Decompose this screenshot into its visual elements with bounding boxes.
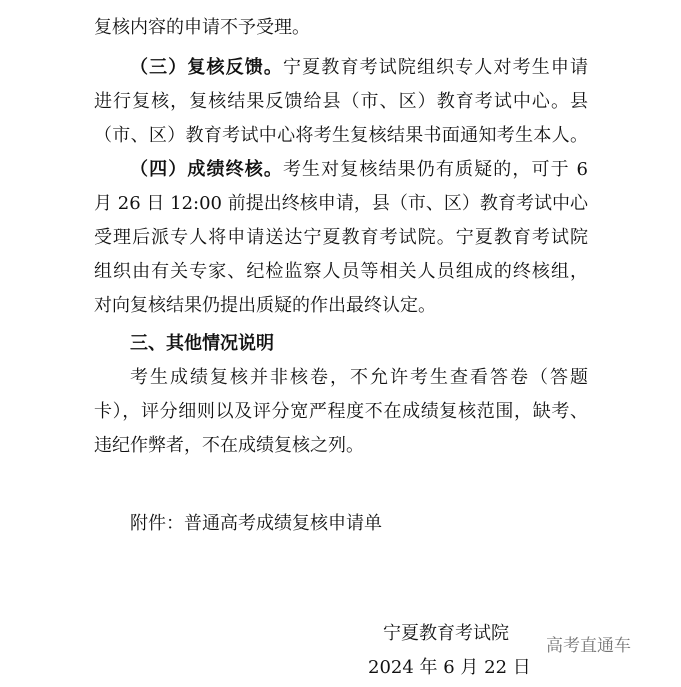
attachment-line: 附件：普通高考成绩复核申请单 <box>130 513 382 534</box>
section-3-line-2: 进行复核，复核结果反馈给县（市、区）教育考试中心。县 <box>94 91 588 112</box>
section-4-text: 考生对复核结果仍有质疑的，可于 6 <box>282 159 588 180</box>
watermark-text: 高考直通车 <box>546 636 631 656</box>
section-other-heading: 三、其他情况说明 <box>130 333 274 354</box>
section-4-label: （四）成绩终核。 <box>130 159 283 180</box>
paragraph-continuation <box>94 16 588 40</box>
section-4-line-1 <box>130 158 588 182</box>
signature-date: 2024 年 6 月 22 日 <box>368 657 531 678</box>
section-other-line-3: 违纪作弊者，不在成绩复核之列。 <box>94 435 364 456</box>
section-3-text: 宁夏教育考试院组织专人对考生申请 <box>283 57 589 78</box>
section-3-line-3: （市、区）教育考试中心将考生复核结果书面通知考生本人。 <box>94 125 588 146</box>
section-other-line-2: 卡），评分细则以及评分宽严程度不在成绩复核范围，缺考、 <box>94 401 588 422</box>
signature-org: 宁夏教育考试院 <box>383 623 509 644</box>
section-other-line-1: 考生成绩复核并非核卷，不允许考生查看答卷（答题 <box>130 367 588 388</box>
section-4-line-4: 组织由有关专家、纪检监察人员等相关人员组成的终核组， <box>94 261 588 282</box>
section-4-line-5: 对向复核结果仍提出质疑的作出最终认定。 <box>94 295 436 316</box>
section-4-line-3: 受理后派专人将申请送达宁夏教育考试院。宁夏教育考试院 <box>94 227 588 248</box>
section-3-line-1 <box>130 56 588 80</box>
section-3-label: （三）复核反馈。 <box>130 57 284 78</box>
section-4-line-2: 月 26 日 12:00 前提出终核申请，县（市、区）教育考试中心 <box>94 193 588 214</box>
text-line: 复核内容的申请不予受理。 <box>94 17 310 38</box>
